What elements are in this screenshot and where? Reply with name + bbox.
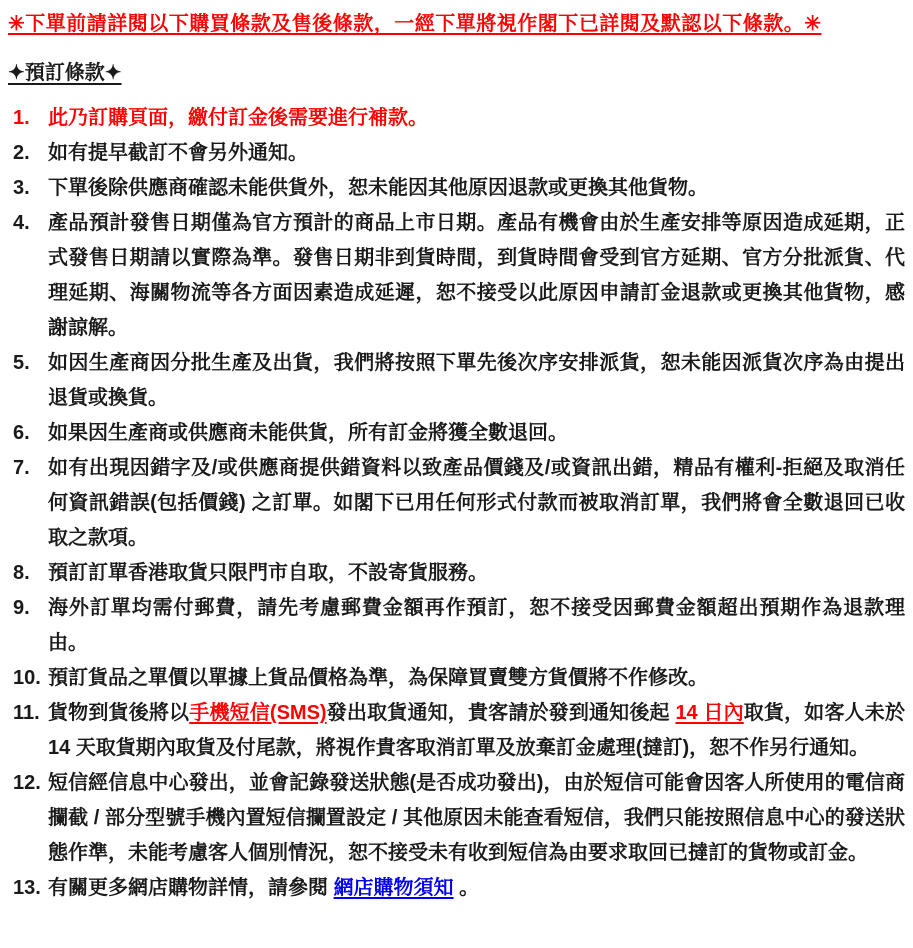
term-item-11 (8, 696, 905, 766)
term-item-6 (8, 416, 905, 451)
term-item-4 (8, 206, 905, 346)
term-number: 7. (13, 457, 30, 479)
term-item-9 (8, 591, 905, 661)
terms-list (8, 101, 905, 906)
term-item-2 (8, 136, 905, 171)
term-text: 下單後除供應商確認未能供貨外，恕未能因其他原因退款或更換其他貨物。 (48, 177, 708, 199)
term-text: 短信經信息中心發出，並會記錄發送狀態(是否成功發出)，由於短信可能會因客人所使用的電信商攔截 / 部分型號手機內置短信攔置設定 / 其他原因未能查看短信，我們只能按照信息中心的發送狀態作準，未能考慮客人個別情況，恕不接受未有收到短信為由要求取回已撻訂的貨物或訂金。 (48, 772, 905, 864)
term-item-8 (8, 556, 905, 591)
term-number: 4. (13, 212, 30, 234)
term-text: 如有提早截訂不會另外通知。 (48, 142, 308, 164)
purchase-warning-header: ✳下單前請詳閱以下購買條款及售後條款，一經下單將視作閣下已詳閱及默認以下條款。✳ (8, 13, 822, 35)
term-text: 海外訂單均需付郵費，請先考慮郵費金額再作預訂，恕不接受因郵費金額超出預期作為退款理由。 (48, 597, 905, 654)
term-number: 11. (13, 702, 40, 724)
term-item-12 (8, 766, 905, 871)
term-number: 3. (13, 177, 30, 199)
term-item-13 (8, 871, 905, 906)
term-number: 5. (13, 352, 30, 374)
term-text: 預訂訂單香港取貨只限門市自取，不設寄貨服務。 (48, 562, 488, 584)
term-item-5 (8, 346, 905, 416)
term-number: 8. (13, 562, 30, 584)
term-text: 產品預計發售日期僅為官方預計的商品上市日期。產品有機會由於生產安排等原因造成延期，正式發售日期請以實際為準。發售日期非到貨時間，到貨時間會受到官方延期、官方分批派貨、代理延期、海關物流等各方面因素造成延遲，恕不接受以此原因申請訂金退款或更換其他貨物，感謝諒解。 (48, 212, 905, 339)
term-number: 12. (13, 772, 41, 794)
term-text: 。 (453, 877, 480, 899)
pickup-deadline-highlight: 14 日內 (675, 702, 744, 724)
term-number: 13. (13, 877, 41, 899)
term-item-3 (8, 171, 905, 206)
term-number: 1. (13, 107, 30, 129)
term-item-10 (8, 661, 905, 696)
term-number: 10. (13, 667, 41, 689)
term-number: 2. (13, 142, 30, 164)
sms-notice-highlight: 手機短信(SMS) (189, 702, 327, 724)
term-text: 如果因生產商或供應商未能供貨，所有訂金將獲全數退回。 (48, 422, 568, 444)
term-text: 如有出現因錯字及/或供應商提供錯資料以致產品價錢及/或資訊出錯，精品有權利-拒絕及取消任何資訊錯誤(包括價錢) 之訂單。如閣下已用任何形式付款而被取消訂單，我們將會全數退回已收取之款項。 (48, 457, 905, 549)
term-text: 發出取貨通知，貴客請於發到通知後起 (326, 702, 676, 724)
term-number: 9. (13, 597, 30, 619)
term-text: 有關更多網店購物詳情，請參閱 (48, 877, 334, 899)
term-number: 6. (13, 422, 30, 444)
term-text: 預訂貨品之單價以單據上貨品價格為準，為保障買賣雙方貨價將不作修改。 (48, 667, 708, 689)
term-item-1 (8, 101, 905, 136)
term-text: 貨物到貨後將以 (48, 702, 190, 724)
preorder-terms-title: ✦預訂條款✦ (8, 62, 122, 84)
term-text: 此乃訂購頁面，繳付訂金後需要進行補款。 (48, 107, 428, 129)
shop-guide-link[interactable]: 網店購物須知 (333, 877, 454, 899)
term-text: 如因生產商因分批生產及出貨，我們將按照下單先後次序安排派貨，恕未能因派貨次序為由提出退貨或換貨。 (48, 352, 905, 409)
term-text: 取貨，如客人未於 14 天取貨期內取貨及付尾款，將視作貴客取消訂單及放棄訂金處理(撻訂)，恕不作另行通知。 (48, 702, 905, 759)
term-item-7 (8, 451, 905, 556)
